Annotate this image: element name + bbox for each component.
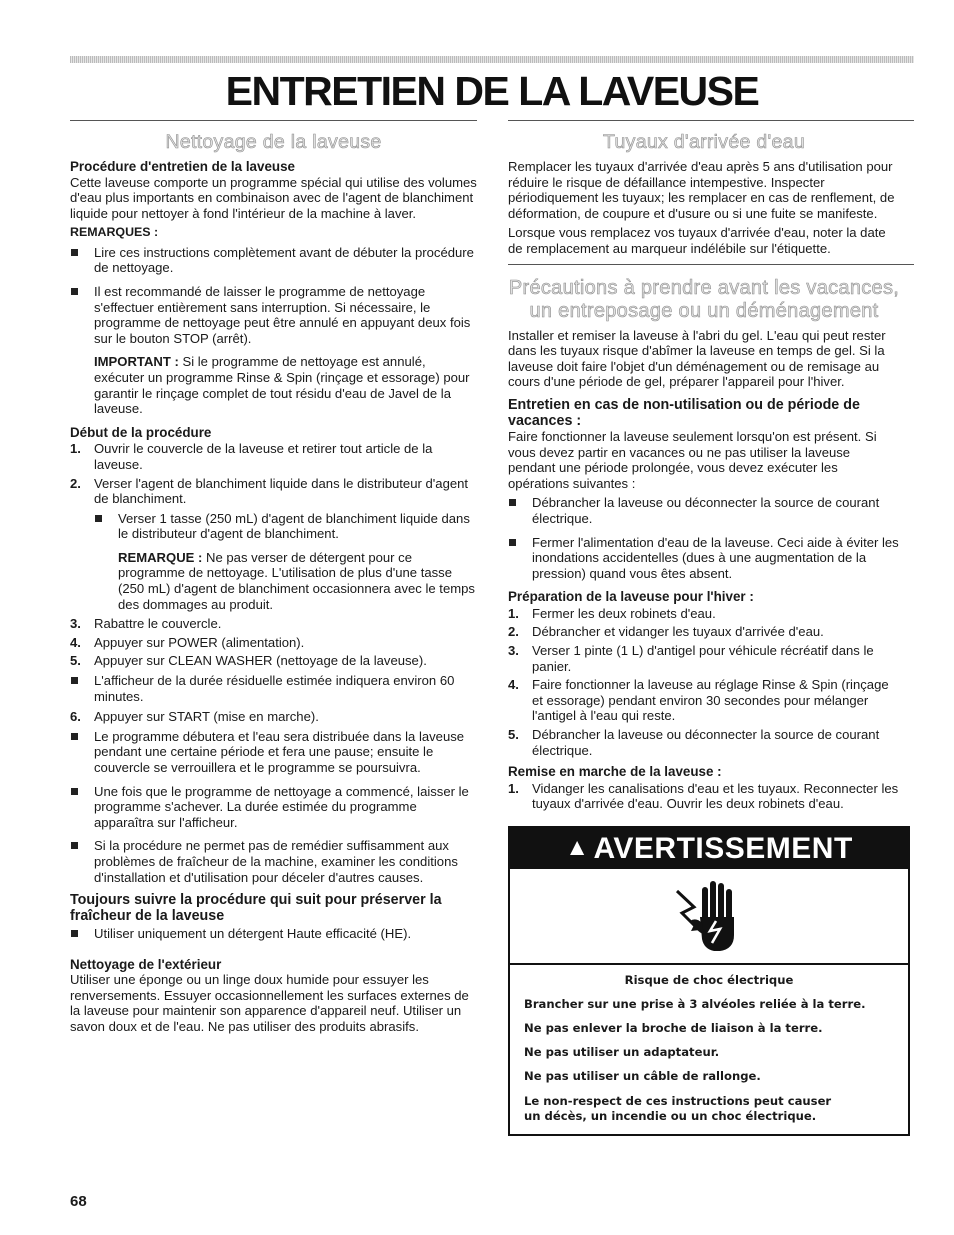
step-number: 1. bbox=[508, 780, 519, 796]
section-title-tuyaux: Tuyaux d'arrivée d'eau bbox=[603, 131, 805, 153]
exterieur-text: Utiliser une éponge ou un linge doux humide pour essuyer les renversements. Essuyer occasionnellement les surfaces externes de la laveuse pour maintenir son apparence d'appareil neuf. Utiliser un savon doux et de l'eau. Ne pas utiliser des produits abrasifs. bbox=[70, 972, 469, 1035]
electric-shock-hand-icon bbox=[510, 869, 908, 965]
section-rule bbox=[508, 264, 914, 265]
important-label: IMPORTANT : bbox=[94, 354, 179, 370]
list-item: Si la procédure ne permet pas de remédier suffisamment aux problèmes de fraîcheur de la machine, examiner les conditions d'installation et d'utilisation pour déceler d'autres causes. bbox=[70, 838, 477, 885]
heading-exterieur: Nettoyage de l'extérieur bbox=[70, 956, 222, 972]
step-item bbox=[70, 616, 477, 632]
step-item bbox=[70, 441, 477, 472]
important-text: Si le programme de nettoyage est annulé, exécuter un programme Rinse & Spin (rinçage et essorage) pour garantir le rinçage complet de tout résidu d'eau de Javel de la laveuse. bbox=[94, 354, 470, 417]
step-text: Ouvrir le couvercle de la laveuse et retirer tout article de la laveuse. bbox=[94, 441, 433, 472]
hiver-steps bbox=[508, 606, 900, 758]
step-number: 4. bbox=[70, 634, 81, 650]
step-text: Débrancher la laveuse ou déconnecter la source de courant électrique. bbox=[532, 726, 880, 758]
list-item: Lire ces instructions complètement avant de débuter la procédure de nettoyage. bbox=[70, 245, 477, 276]
warning-line: Ne pas utiliser un câble de rallonge. bbox=[524, 1068, 761, 1083]
heading-debut: Début de la procédure bbox=[70, 424, 212, 440]
section-rule bbox=[70, 120, 477, 121]
step-text: Vidanger les canalisations d'eau et les tuyaux. Reconnecter les tuyaux d'arrivée d'eau. Ouvrir les deux robinets d'eau. bbox=[532, 780, 899, 812]
remarque-label: REMARQUE : bbox=[118, 549, 203, 565]
step-item bbox=[508, 727, 900, 758]
step-item bbox=[508, 606, 900, 622]
bullets-after-6 bbox=[70, 729, 477, 885]
step-number: 4. bbox=[508, 677, 519, 693]
list-item: Débrancher la laveuse ou déconnecter la source de courant électrique. bbox=[508, 495, 900, 526]
step-item bbox=[70, 476, 477, 507]
step-text: Verser l'agent de blanchiment liquide dans le distributeur d'agent de blanchiment. bbox=[94, 475, 469, 507]
step-text: Appuyer sur CLEAN WASHER (nettoyage de la laveuse). bbox=[94, 653, 427, 669]
list-item: Une fois que le programme de nettoyage a commencé, laisser le programme s'achever. La durée estimée du programme apparaîtra sur l'afficheur. bbox=[70, 784, 477, 831]
warning-risk: Risque de choc électrique bbox=[624, 972, 794, 987]
step-item bbox=[508, 643, 900, 674]
step-text: Appuyer sur START (mise en marche). bbox=[94, 709, 319, 725]
heading-hiver: Préparation de la laveuse pour l'hiver : bbox=[508, 589, 754, 605]
step-text: Débrancher et vidanger les tuyaux d'arrivée d'eau. bbox=[532, 624, 824, 640]
warning-line: Ne pas utiliser un adaptateur. bbox=[524, 1044, 720, 1059]
step-number: 6. bbox=[70, 709, 81, 725]
right-column bbox=[508, 120, 914, 1136]
list-item: Fermer l'alimentation d'eau de la laveuse. Ceci aide à éviter les inondations accidentelles (dues à une augmentation de la pression) quand vous êtes absent. bbox=[508, 535, 900, 582]
sub-bullet-group bbox=[70, 511, 477, 613]
steps-list-2 bbox=[70, 616, 477, 669]
step-number: 5. bbox=[508, 726, 519, 742]
step-number: 5. bbox=[70, 653, 81, 669]
warning-consequence-2: un décès, un incendie ou un choc électrique. bbox=[524, 1108, 817, 1123]
precautions-block bbox=[508, 277, 914, 812]
step-number: 2. bbox=[508, 624, 519, 640]
heading-toujours: Toujours suivre la procédure qui suit pour préserver la fraîcheur de la laveuse bbox=[70, 892, 442, 925]
page-number: 68 bbox=[70, 1193, 87, 1210]
step-item bbox=[508, 781, 900, 812]
warning-header bbox=[510, 828, 908, 869]
warning-consequence-1: Le non-respect de ces instructions peut causer bbox=[524, 1093, 832, 1108]
remarques-label: REMARQUES : bbox=[70, 225, 159, 240]
steps-list bbox=[70, 441, 477, 506]
step-number: 1. bbox=[508, 605, 519, 621]
important-note bbox=[70, 354, 477, 416]
warning-consequence bbox=[524, 1094, 894, 1124]
tuyaux-block bbox=[508, 130, 914, 257]
section-title-line-2: un entreposage ou un déménagement bbox=[529, 299, 879, 322]
top-rule bbox=[70, 56, 914, 63]
step-text: Rabattre le couvercle. bbox=[94, 616, 222, 632]
remise-steps bbox=[508, 781, 900, 812]
non-utilisation-list bbox=[508, 495, 900, 581]
left-column bbox=[70, 120, 477, 1035]
page-title: ENTRETIEN DE LA LAVEUSE bbox=[225, 68, 759, 114]
step-number: 3. bbox=[508, 642, 519, 658]
tuyaux-text-2: Lorsque vous remplacez vos tuyaux d'arrivée d'eau, noter la date de remplacement au marqueur indélébile sur l'étiquette. bbox=[508, 225, 886, 256]
non-utilisation-text: Faire fonctionner la laveuse seulement lorsqu'on est présent. Si vous devez partir en vacances ou ne pas utiliser la laveuse pendant une période prolongée, vous devez exécuter les opérations suivantes : bbox=[508, 428, 877, 491]
section-title-line-1: Précautions à prendre avant les vacances, bbox=[508, 276, 900, 299]
list-item: Le programme débutera et l'eau sera distribuée dans la laveuse pendant une certaine période et fera une pause; ensuite le couvercle se verrouillera et le programme se poursuivra. bbox=[70, 729, 477, 776]
list-item: Il est recommandé de laisser le programme de nettoyage s'effectuer entièrement sans interruption. Si nécessaire, le programme de nettoyage peut être annulé en appuyant deux fois sur le bouton STOP (arrêt). bbox=[70, 284, 477, 346]
step-number: 1. bbox=[70, 441, 81, 457]
warning-box bbox=[508, 826, 910, 1136]
warning-heading: AVERTISSEMENT bbox=[593, 831, 853, 865]
step-text: Faire fonctionner la laveuse au réglage Rinse & Spin (rinçage et essorage) pendant environ 30 secondes pour mélanger l'antigel à l'eau qui reste. bbox=[532, 677, 889, 724]
precautions-intro: Installer et remiser la laveuse à l'abri du gel. L'eau qui peut rester dans les tuyaux risque d'abîmer la laveuse en temps de gel. Si la laveuse doit faire l'objet d'un déménagement ou de remisage au cours d'une période de gel, préparer l'appareil pour l'hiver. bbox=[508, 327, 886, 390]
list-item: Verser 1 tasse (250 mL) d'agent de blanchiment liquide dans le distributeur d'agent de blanchiment. bbox=[94, 511, 477, 542]
section-title-nettoyage: Nettoyage de la laveuse bbox=[165, 131, 382, 153]
remarque-note bbox=[94, 550, 477, 612]
heading-procedure: Procédure d'entretien de la laveuse bbox=[70, 159, 295, 174]
step-item bbox=[508, 677, 900, 724]
step-text: Verser 1 pinte (1 L) d'antigel pour véhicule récréatif dans le panier. bbox=[532, 642, 874, 674]
warning-line: Brancher sur une prise à 3 alvéoles reliée à la terre. bbox=[524, 996, 866, 1011]
step-item bbox=[70, 653, 477, 669]
step-number: 3. bbox=[70, 616, 81, 632]
warning-triangle-icon: ▲ bbox=[565, 833, 590, 861]
warning-body bbox=[510, 965, 908, 1134]
section-title-precautions bbox=[508, 277, 900, 323]
tuyaux-text-1: Remplacer les tuyaux d'arrivée d'eau après 5 ans d'utilisation pour réduire le risque de défaillance intempestive. Inspecter périodiquement les tuyaux; les remplacer en cas de renflement, de déformation, de coupure et d'usure ou si une fuite se manifeste. bbox=[508, 159, 895, 221]
step-item bbox=[70, 709, 477, 725]
section-rule bbox=[508, 120, 914, 121]
list-item: Utiliser uniquement un détergent Haute efficacité (HE). bbox=[70, 926, 477, 942]
remarques-list bbox=[70, 245, 477, 347]
step-text: Fermer les deux robinets d'eau. bbox=[532, 605, 716, 621]
step-number: 2. bbox=[70, 475, 81, 491]
remarque-text: Ne pas verser de détergent pour ce programme de nettoyage. L'utilisation de plus d'une tasse (250 mL) d'agent de blanchiment occasionnera avec le temps des dommages au produit. bbox=[118, 549, 475, 612]
warning-line: Ne pas enlever la broche de liaison à la terre. bbox=[524, 1020, 823, 1035]
heading-non-utilisation: Entretien en cas de non-utilisation ou de période de vacances : bbox=[508, 396, 860, 429]
step-text: Appuyer sur POWER (alimentation). bbox=[94, 634, 305, 650]
step-item bbox=[508, 624, 900, 640]
list-item: L'afficheur de la durée résiduelle estimée indiquera environ 60 minutes. bbox=[70, 673, 477, 704]
heading-remise: Remise en marche de la laveuse : bbox=[508, 764, 722, 780]
step-item bbox=[70, 635, 477, 651]
intro-text: Cette laveuse comporte un programme spécial qui utilise des volumes d'eau plus importants en combinaison avec de l'agent de blanchiment liquide pour nettoyer à fond l'intérieur de la machine à laver. bbox=[70, 174, 477, 221]
